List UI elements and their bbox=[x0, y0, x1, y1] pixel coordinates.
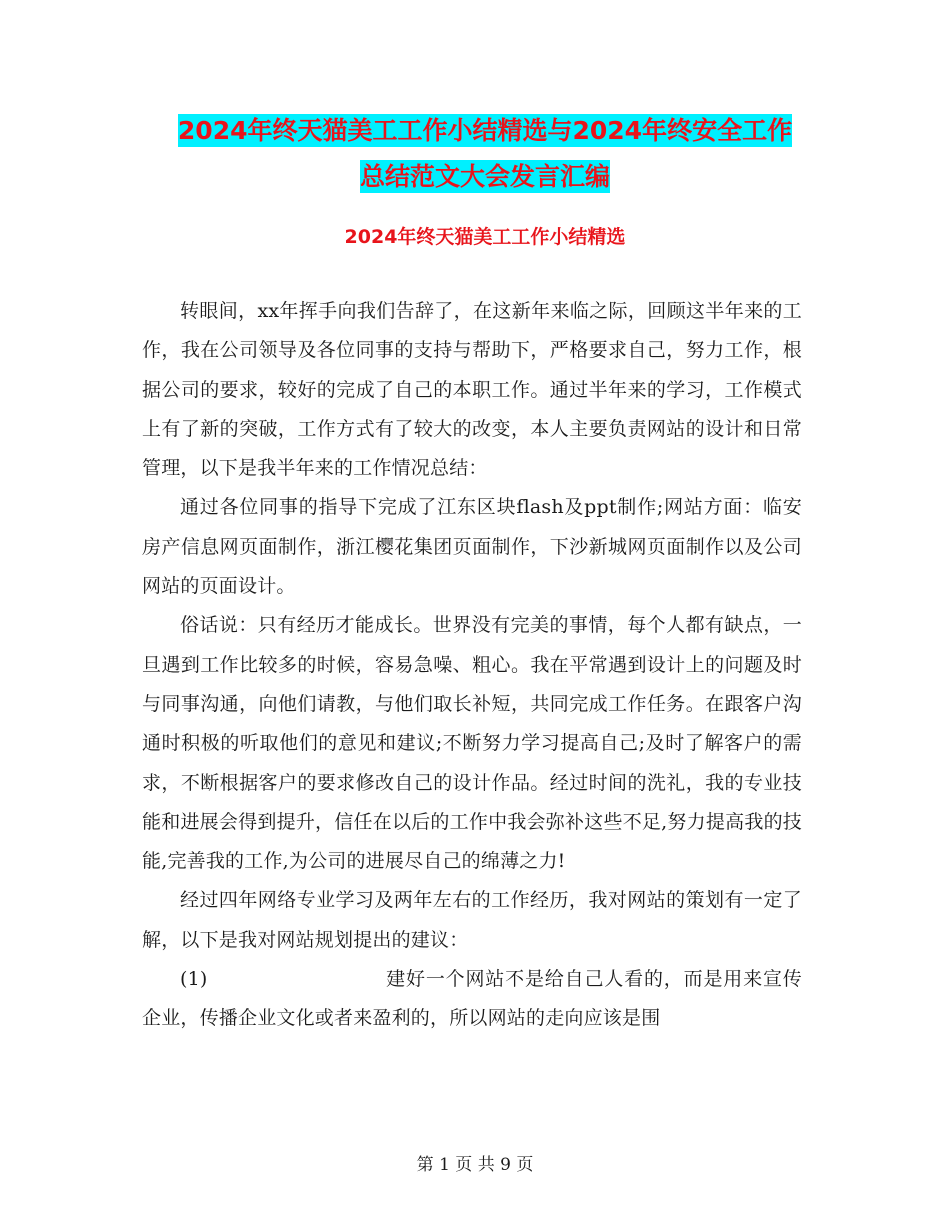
document-body bbox=[142, 292, 802, 1039]
list-item-text: 建好一个网站不是给自己人看的，而是用来宣传企业，传播企业文化或者来盈利的，所以网站的走向应该是围 bbox=[142, 968, 802, 1030]
paragraph: 通过各位同事的指导下完成了江东区块flash及ppt制作;网站方面：临安房产信息网页面制作，浙江樱花集团页面制作，下沙新城网页面制作以及公司网站的页面设计。 bbox=[142, 496, 802, 598]
paragraph: 转眼间，xx年挥手向我们告辞了，在这新年来临之际，回顾这半年来的工作，我在公司领导及各位同事的支持与帮助下，严格要求自己，努力工作，根据公司的要求，较好的完成了自己的本职工作。通过半年来的学习，工作模式上有了新的突破，工作方式有了较大的改变，本人主要负责网站的设计和日常管理，以下是我半年来的工作情况总结： bbox=[142, 300, 802, 480]
document-title bbox=[140, 108, 830, 200]
list-item-number: (1) bbox=[180, 968, 208, 991]
document-title-line-1: 2024年终天猫美工工作小结精选与2024年终安全工作 bbox=[177, 116, 793, 145]
paragraph: 经过四年网络专业学习及两年左右的工作经历，我对网站的策划有一定了解，以下是我对网站规划提出的建议： bbox=[142, 889, 802, 951]
page-footer: 第 1 页 共 9 页 bbox=[416, 1155, 534, 1175]
document-title-line-2: 总结范文大会发言汇编 bbox=[359, 162, 610, 191]
paragraph: 俗话说：只有经历才能成长。世界没有完美的事情，每个人都有缺点，一旦遇到工作比较多的时候，容易急噪、粗心。我在平常遇到设计上的问题及时与同事沟通，向他们请教，与他们取长补短，共同完成工作任务。在跟客户沟通时积极的听取他们的意见和建议;不断努力学习提高自己;及时了解客户的需求，不断根据客户的要求修改自己的设计作品。经过时间的洗礼，我的专业技能和进展会得到提升，信任在以后的工作中我会弥补这些不足,努力提高我的技能,完善我的工作,为公司的进展尽自己的绵薄之力! bbox=[142, 614, 802, 873]
section-title: 2024年终天猫美工工作小结精选 bbox=[344, 226, 626, 248]
list-item bbox=[142, 960, 802, 1039]
